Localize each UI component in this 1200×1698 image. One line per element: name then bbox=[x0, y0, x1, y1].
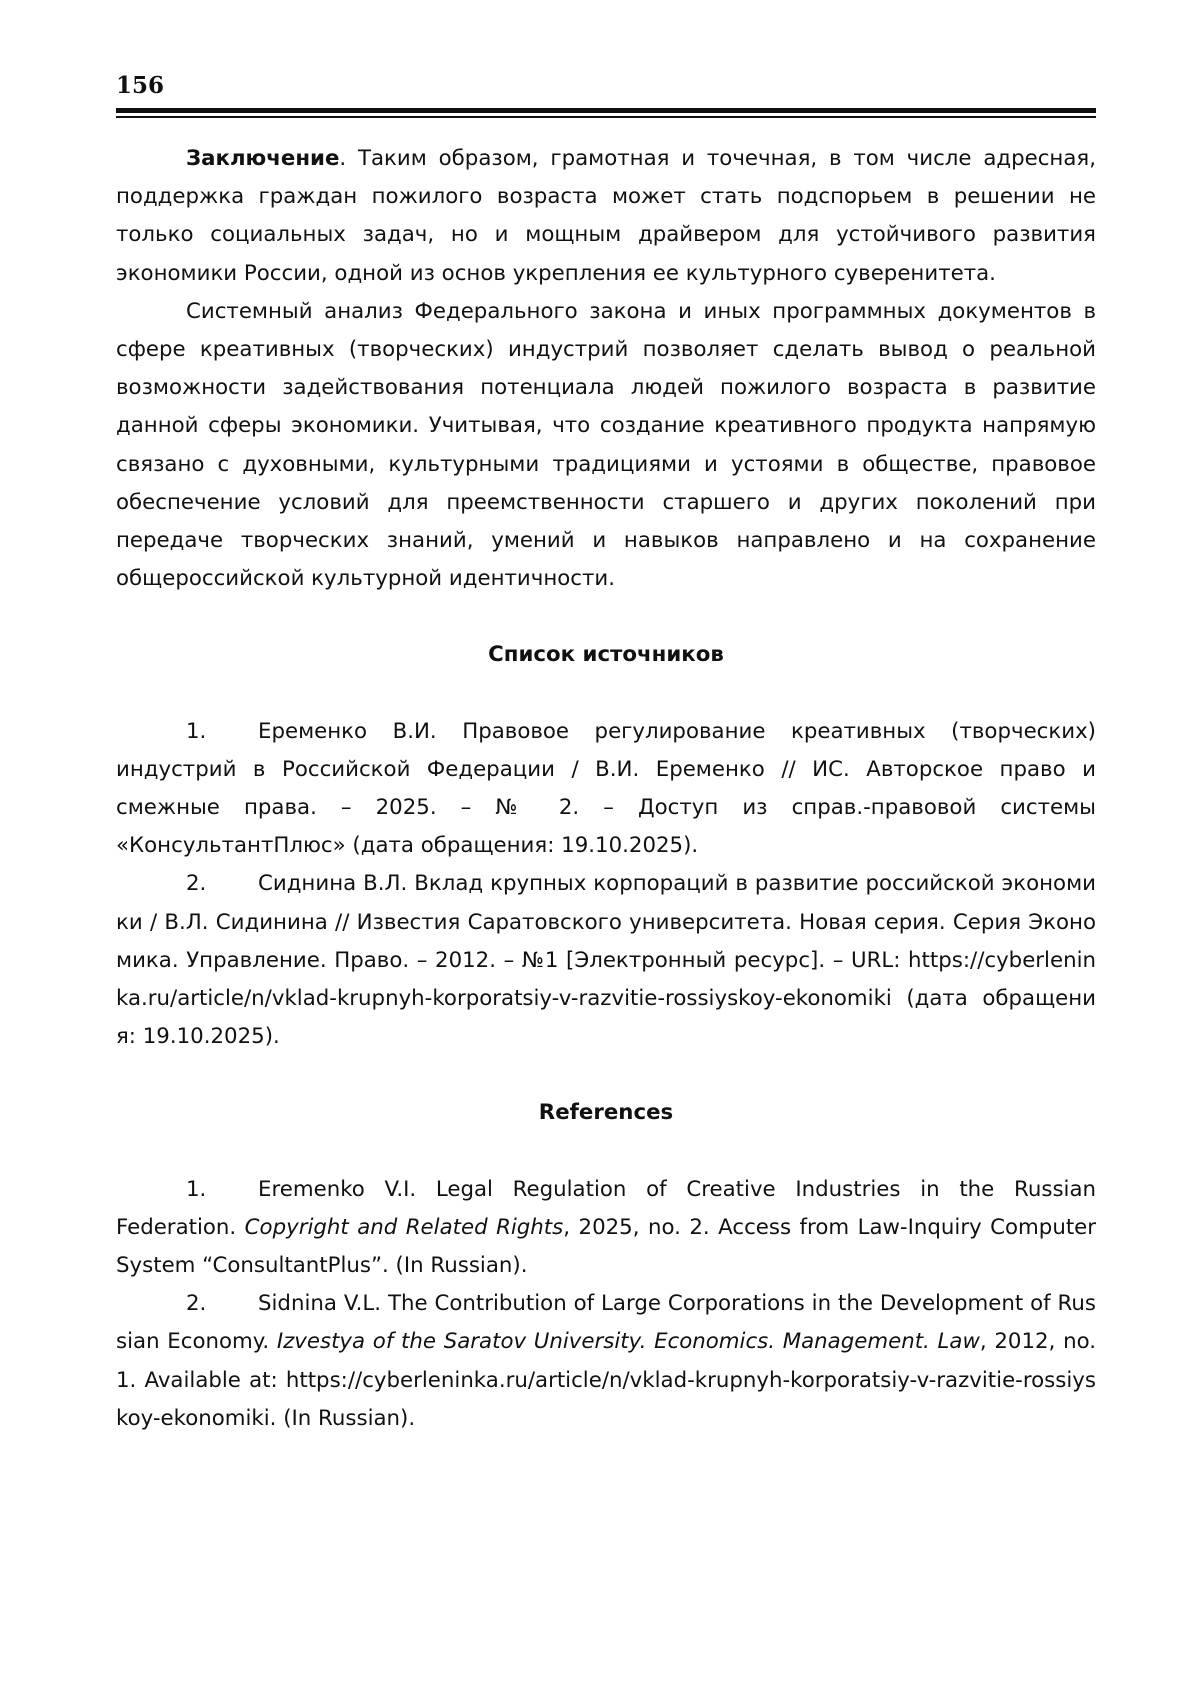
source-item-2 bbox=[116, 865, 1096, 1056]
reference-item-1-post: , 2025, no. 2. Access from Law-Inquiry Computer System “ConsultantPlus”. (In Russian). bbox=[116, 1214, 1097, 1279]
reference-item-2-pre: Sidnina V.L. The Contribution of Large Corporations in the Development of Russian Economy. bbox=[116, 1291, 1096, 1355]
reference-item-2-number: 2. bbox=[186, 1291, 207, 1317]
conclusion-paragraph bbox=[116, 140, 1096, 293]
sources-heading: Список источников bbox=[488, 642, 724, 668]
reference-item-1-pre: Eremenko V.I. Legal Regulation of Creative Industries in the Russian Federation. bbox=[116, 1176, 1096, 1240]
source-item-1 bbox=[116, 713, 1096, 866]
source-item-2-number: 2. bbox=[186, 871, 207, 897]
source-item-2-text: Сиднина В.Л. Вклад крупных корпораций в развитие российской экономики / В.Л. Сидинина // Известия Саратовского университета. Новая серия. Серия Экономика. Управление. Право. – 2012. – №1 [Электронный ресурс]. – URL: https://cyberleninka.ru/article/n/vklad-krupnyh-korporatsiy-v-razvitie-rossiyskoy-ekonomiki (дата обращения: 19.10.2025). bbox=[116, 871, 1096, 1050]
conclusion-text: . Таким образом, грамотная и точечная, в том числе адресная, поддержка граждан пожилого возраста может стать подспорьем в решении не только социальных задач, но и мощным драйвером для устойчивого развития экономики России, одной из основ укрепления ее культурного суверенитета. bbox=[116, 146, 1096, 286]
page-number: 156 bbox=[116, 72, 165, 99]
references-heading: References bbox=[538, 1100, 674, 1126]
header-rule-thick bbox=[116, 108, 1096, 113]
source-item-1-number: 1. bbox=[186, 718, 207, 744]
reference-item-2-post: , 2012, no. 1. Available at: https://cyberleninka.ru/article/n/vklad-krupnyh-korporatsiy-v-razvitie-rossiyskoy-ekonomiki. (In Russian). bbox=[116, 1329, 1096, 1431]
source-item-1-text: Еременко В.И. Правовое регулирование креативных (творческих) индустрий в Российской Федерации / В.И. Еременко // ИС. Авторское право и смежные права. – 2025. – № 2. – Доступ из справ.-правовой системы «КонсультантПлюс» (дата обращения: 19.10.2025). bbox=[116, 718, 1096, 859]
reference-item-1 bbox=[116, 1171, 1096, 1286]
body-content bbox=[116, 140, 1096, 1438]
analysis-paragraph: Системный анализ Федерального закона и иных программных документов в сфере креативных (творческих) индустрий позволяет сделать вывод о реальной возможности задействования потенциала людей пожилого возраста в развитие данной сферы экономики. Учитывая, что создание креативного продукта напрямую связано с духовными, культурными традициями и устоями в обществе, правовое обеспечение условий для преемственности старшего и других поколений при передаче творческих знаний, умений и навыков направлено и на сохранение общероссийской культурной идентичности. bbox=[116, 298, 1096, 592]
conclusion-label: Заключение bbox=[186, 146, 340, 171]
reference-item-1-number: 1. bbox=[186, 1176, 207, 1202]
header-rule-thin bbox=[116, 116, 1096, 118]
reference-item-2-journal: Izvestya of the Saratov University. Economics. Management. Law bbox=[276, 1329, 980, 1355]
reference-item-1-journal: Copyright and Related Rights bbox=[244, 1214, 564, 1240]
reference-item-2 bbox=[116, 1285, 1096, 1438]
